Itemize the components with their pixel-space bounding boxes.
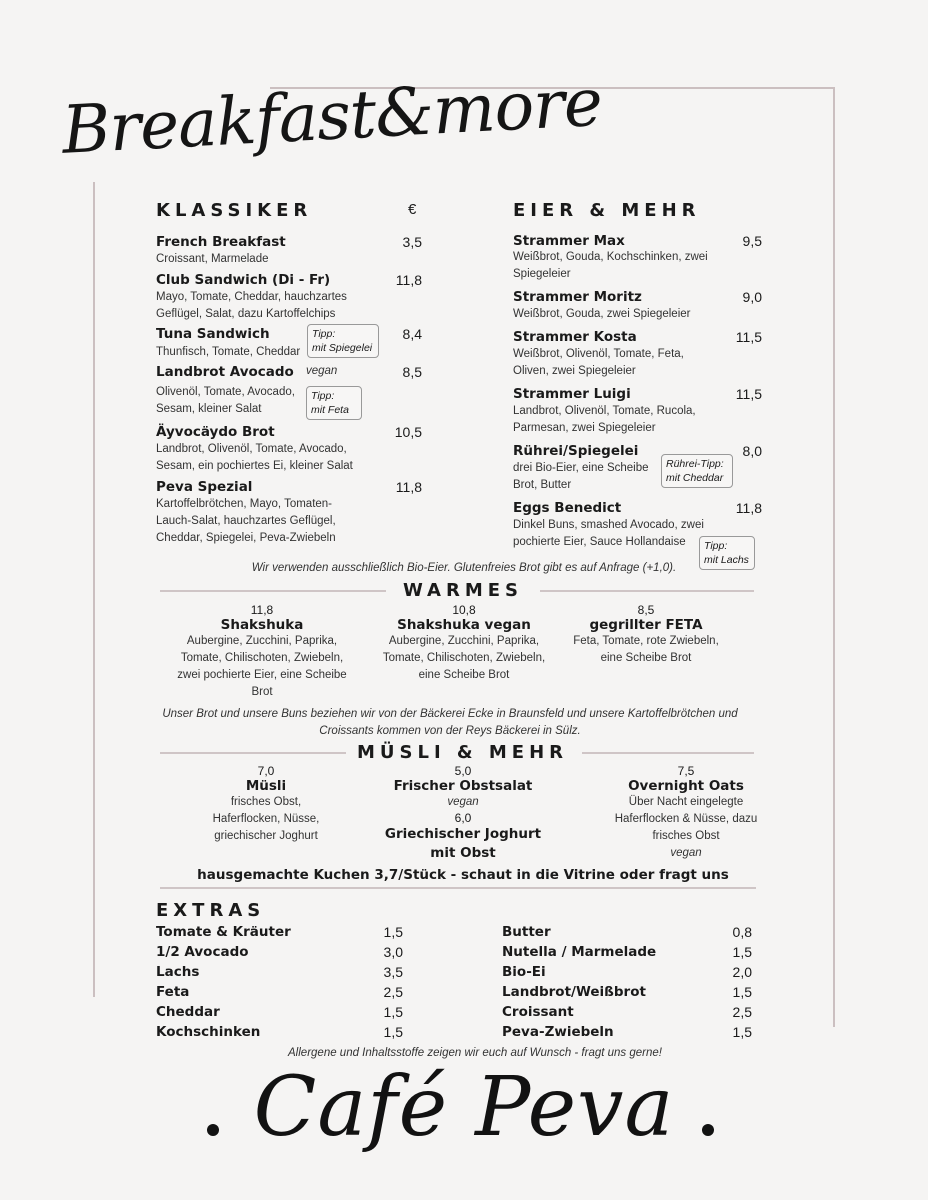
extra-item-price: 1,5 <box>732 944 752 960</box>
cake-note: hausgemachte Kuchen 3,7/Stück - schaut in die Vitrine oder fragt uns <box>197 867 729 883</box>
tip-box: Rührei-Tipp: mit Cheddar <box>661 454 733 488</box>
menu-item-name: Strammer Moritz <box>513 289 642 305</box>
item-name: Frischer Obstsalat <box>393 778 533 794</box>
section-heading-extras: EXTRAS <box>156 900 266 921</box>
extra-item-price: 2,5 <box>383 984 403 1000</box>
item-desc: frisches Obst, Haferflocken, Nüsse, griechischer Joghurt <box>212 796 320 842</box>
menu-item-price: 11,8 <box>395 272 422 288</box>
item-name: Overnight Oats <box>628 778 744 794</box>
menu-item-desc: Olivenöl, Tomate, Avocado, Sesam, kleiner Salat <box>156 386 295 415</box>
menu-item-desc: Mayo, Tomate, Cheddar, hauchzartes Geflügel, Salat, dazu Kartoffelchips <box>156 291 347 320</box>
menu-item-desc: Weißbrot, Gouda, zwei Spiegeleier <box>513 308 691 320</box>
bullet-dot <box>702 1124 714 1136</box>
extra-item-price: 1,5 <box>732 1024 752 1040</box>
item-desc: Über Nacht eingelegte Haferflocken & Nüsse, dazu frisches Obst <box>614 796 758 842</box>
menu-item-name: Peva Spezial <box>156 479 253 495</box>
item-name: Shakshuka vegan <box>397 617 531 633</box>
vegan-tag: vegan <box>447 796 479 808</box>
frame-line-right <box>833 87 835 1027</box>
extra-item-name: Bio-Ei <box>502 964 546 980</box>
menu-item-price: 11,8 <box>735 500 762 516</box>
extra-item-price: 2,0 <box>732 964 752 980</box>
extra-item-name: Nutella / Marmelade <box>502 944 657 960</box>
menu-item-desc: Weißbrot, Gouda, Kochschinken, zwei Spiegeleier <box>513 251 708 280</box>
section-heading-klassiker: KLASSIKER <box>156 200 313 221</box>
bio-eier-note: Wir verwenden ausschließlich Bio-Eier. Glutenfreies Brot gibt es auf Anfrage (+1,0). <box>251 562 677 574</box>
frame-line-left <box>93 182 95 997</box>
currency-symbol: € <box>408 201 417 218</box>
menu-item-name: Strammer Luigi <box>513 386 631 402</box>
item-price: 7,5 <box>677 764 695 778</box>
menu-item-desc: Croissant, Marmelade <box>156 253 269 265</box>
extra-item-price: 0,8 <box>732 924 752 940</box>
warmes-item <box>561 603 731 667</box>
extra-item-price: 1,5 <box>383 1024 403 1040</box>
item-price: 6,0 <box>454 811 472 825</box>
item-price: 7,0 <box>257 764 275 778</box>
menu-item-price: 8,4 <box>402 326 422 342</box>
menu-item-name: Strammer Kosta <box>513 329 637 345</box>
menu-item-desc: Kartoffelbrötchen, Mayo, Tomaten-Lauch-Salat, hauchzartes Geflügel, Cheddar, Spiegelei, Peva-Zwiebeln <box>156 498 336 544</box>
extra-item-price: 3,5 <box>383 964 403 980</box>
tip-box: Tipp: mit Spiegelei <box>307 324 379 358</box>
extra-item-price: 3,0 <box>383 944 403 960</box>
item-name: Griechischer Joghurt mit Obst <box>384 826 542 861</box>
menu-item-name: Tuna Sandwich <box>156 326 270 342</box>
menu-item-name: Eggs Benedict <box>513 500 622 516</box>
muesli-item <box>606 764 766 862</box>
menu-item-price: 8,5 <box>402 364 422 380</box>
extra-item-name: Peva-Zwiebeln <box>502 1024 614 1040</box>
item-name: Shakshuka <box>220 617 304 633</box>
menu-item-desc: Landbrot, Olivenöl, Tomate, Avocado, Sesam, ein pochiertes Ei, kleiner Salat <box>156 443 353 472</box>
item-name: gegrillter FETA <box>589 617 703 633</box>
extra-item-name: Cheddar <box>156 1004 220 1020</box>
divider-line <box>160 752 346 754</box>
extra-item-price: 1,5 <box>383 924 403 940</box>
tip-box: Tipp: mit Lachs <box>699 536 755 570</box>
menu-item-name: Äyvocäydo Brot <box>156 424 275 440</box>
muesli-item <box>196 764 336 845</box>
cafe-name: Café Peva <box>253 1060 675 1155</box>
vegan-tag: vegan <box>306 365 338 377</box>
menu-item-price: 3,5 <box>402 234 422 250</box>
item-desc: Feta, Tomate, rote Zwiebeln, eine Scheibe Brot <box>573 635 719 664</box>
extra-item-name: Lachs <box>156 964 200 980</box>
extra-item-name: Tomate & Kräuter <box>156 924 291 940</box>
item-price: 8,5 <box>637 603 655 617</box>
warmes-item <box>174 603 350 701</box>
menu-item-desc: Thunfisch, Tomate, Cheddar <box>156 346 301 358</box>
divider-line <box>160 887 756 889</box>
divider-line <box>582 752 754 754</box>
divider-line <box>540 590 754 592</box>
vegan-tag: vegan <box>670 847 702 859</box>
section-heading-warmes: WARMES <box>403 580 524 601</box>
menu-item-price: 11,8 <box>395 479 422 495</box>
extra-item-name: Butter <box>502 924 551 940</box>
muesli-item <box>373 764 553 863</box>
menu-item-desc: Landbrot, Olivenöl, Tomate, Rucola, Parmesan, zwei Spiegeleier <box>513 405 696 434</box>
menu-item-price: 9,0 <box>742 289 762 305</box>
menu-item-desc: Dinkel Buns, smashed Avocado, zwei pochierte Eier, Sauce Hollandaise <box>513 519 704 548</box>
menu-item-price: 8,0 <box>742 443 762 459</box>
extra-item-name: Croissant <box>502 1004 574 1020</box>
menu-item-name: Landbrot Avocado <box>156 364 294 380</box>
menu-item-desc: drei Bio-Eier, eine Scheibe Brot, Butter <box>513 462 649 491</box>
menu-item-price: 9,5 <box>742 233 762 249</box>
tip-box: Tipp: mit Feta <box>306 386 362 420</box>
extra-item-price: 1,5 <box>732 984 752 1000</box>
item-price: 10,8 <box>452 603 476 617</box>
divider-line <box>160 590 386 592</box>
extra-item-name: Landbrot/Weißbrot <box>502 984 646 1000</box>
section-heading-muesli: MÜSLI & MEHR <box>357 742 569 763</box>
menu-item-desc: Weißbrot, Olivenöl, Tomate, Feta, Oliven, zwei Spiegeleier <box>513 348 684 377</box>
menu-item-price: 10,5 <box>394 424 422 440</box>
item-desc: Aubergine, Zucchini, Paprika, Tomate, Chilischoten, Zwiebeln, eine Scheibe Brot <box>382 635 546 681</box>
menu-item-name: Club Sandwich (Di - Fr) <box>156 272 331 288</box>
extra-item-name: Feta <box>156 984 190 1000</box>
item-price: 5,0 <box>454 764 472 778</box>
allergen-note: Allergene und Inhaltsstoffe zeigen wir euch auf Wunsch - fragt uns gerne! <box>288 1047 662 1059</box>
menu-item-name: Strammer Max <box>513 233 625 249</box>
menu-item-name: Rührei/Spiegelei <box>513 443 639 459</box>
item-name: Müsli <box>245 778 287 794</box>
menu-item-price: 11,5 <box>735 329 762 345</box>
menu-item-name: French Breakfast <box>156 234 286 250</box>
extra-item-price: 1,5 <box>383 1004 403 1020</box>
item-price: 11,8 <box>250 603 274 617</box>
warmes-item <box>381 603 547 684</box>
extra-item-price: 2,5 <box>732 1004 752 1020</box>
bakery-note: Unser Brot und unsere Buns beziehen wir von der Bäckerei Ecke in Braunsfeld und unsere Kartoffelbrötchen und Croissants kommen von der Reys Bäckerei in Sülz. <box>162 708 738 737</box>
menu-title: Breakfast&more <box>60 63 604 169</box>
menu-item-price: 11,5 <box>735 386 762 402</box>
item-desc: Aubergine, Zucchini, Paprika, Tomate, Chilischoten, Zwiebeln, zwei pochierte Eier, eine Scheibe Brot <box>177 635 347 698</box>
extra-item-name: 1/2 Avocado <box>156 944 249 960</box>
section-heading-eier: EIER & MEHR <box>513 200 701 221</box>
extra-item-name: Kochschinken <box>156 1024 261 1040</box>
